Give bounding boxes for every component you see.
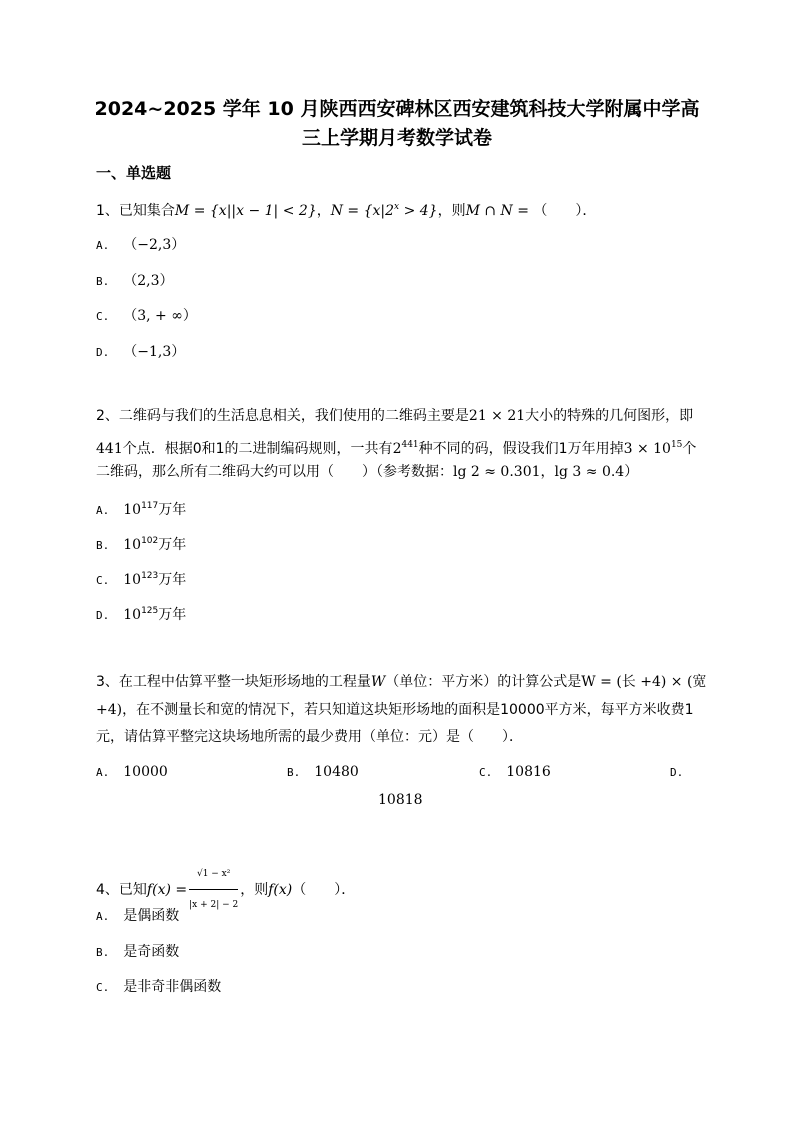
q1-option-d[interactable]: D. （−1,3） [96,344,186,360]
q4-option-b[interactable]: B. 是奇函数 [96,944,180,960]
q2-option-c[interactable]: C. $10^{123}$万年 [96,571,187,588]
q4-option-c[interactable]: C. 是非奇非偶函数 [96,979,222,995]
set-n: $N = \{x|2^x > 4\}$ [330,202,438,219]
question-1: 1、已知集合M = {x||x − 1| < 2}，$N = \{x|2^x > 4\}$，则M ∩ N = （ ）． [96,202,597,219]
set-m: M = {x||x − 1| < 2} [174,203,317,219]
q3-option-d-letter[interactable]: D. [670,766,684,779]
q4-option-a[interactable]: A. 是偶函数 [96,908,180,924]
question-3-line2: +4)，在不测量长和宽的情况下，若只知道这块矩形场地的面积是10000平方米，每平方米收费1 [96,702,694,718]
question-3-line3: 元，请估算平整完这块场地所需的最少费用（单位：元）是（ ）． [96,729,523,745]
q1-option-b[interactable]: B. （2,3） [96,273,174,289]
q3-option-a[interactable]: A. 10000 [96,764,168,780]
q2-option-a[interactable]: A. $10^{117}$万年 [96,501,187,518]
q1-option-c[interactable]: C. （3, + ∞） [96,308,197,324]
q3-option-b[interactable]: B. 10480 [287,764,359,780]
question-3-line1: 3、在工程中估算平整一块矩形场地的工程量W（单位：平方米）的计算公式是W = (长 +4) × (宽 [96,674,707,690]
q3-option-c[interactable]: C. 10816 [479,764,551,780]
q3-option-d-value[interactable]: 10818 [378,792,423,808]
q2-option-d[interactable]: D. $10^{125}$万年 [96,606,187,623]
question-2-line3: 二维码，那么所有二维码大约可以用（ ）（参考数据：lg 2 ≈ 0.301，lg 3 ≈ 0.4） [96,464,639,480]
question-4: 4、已知f(x) = $\frac{\text{√1 − x²}}{|x + 2| - 2}$ ，则f(x)（ ）． [96,860,355,920]
question-2-line1: 2、二维码与我们的生活息息相关，我们使用的二维码主要是21 × 21大小的特殊的几何图形，即 [96,408,694,424]
q1-option-a[interactable]: A. （−2,3） [96,237,186,253]
exam-title-line1: 2024~2025 学年 10 月陕西西安碑林区西安建筑科技大学附属中学高 [94,98,700,120]
exam-title-line2: 三上学期月考数学试卷 [301,127,492,149]
fraction: $\frac{\text{√1 − x²}}{|x + 2| - 2}$ [189,860,238,920]
question-2-line2: 441个点．根据0和1的二进制编码规则，一共有$2^{441}$种不同的码，假设我们1万年用掉$3 \times 10^{15}$个 [96,440,697,457]
q2-option-b[interactable]: B. $10^{102}$万年 [96,536,187,553]
section-heading: 一、单选题 [96,164,172,182]
